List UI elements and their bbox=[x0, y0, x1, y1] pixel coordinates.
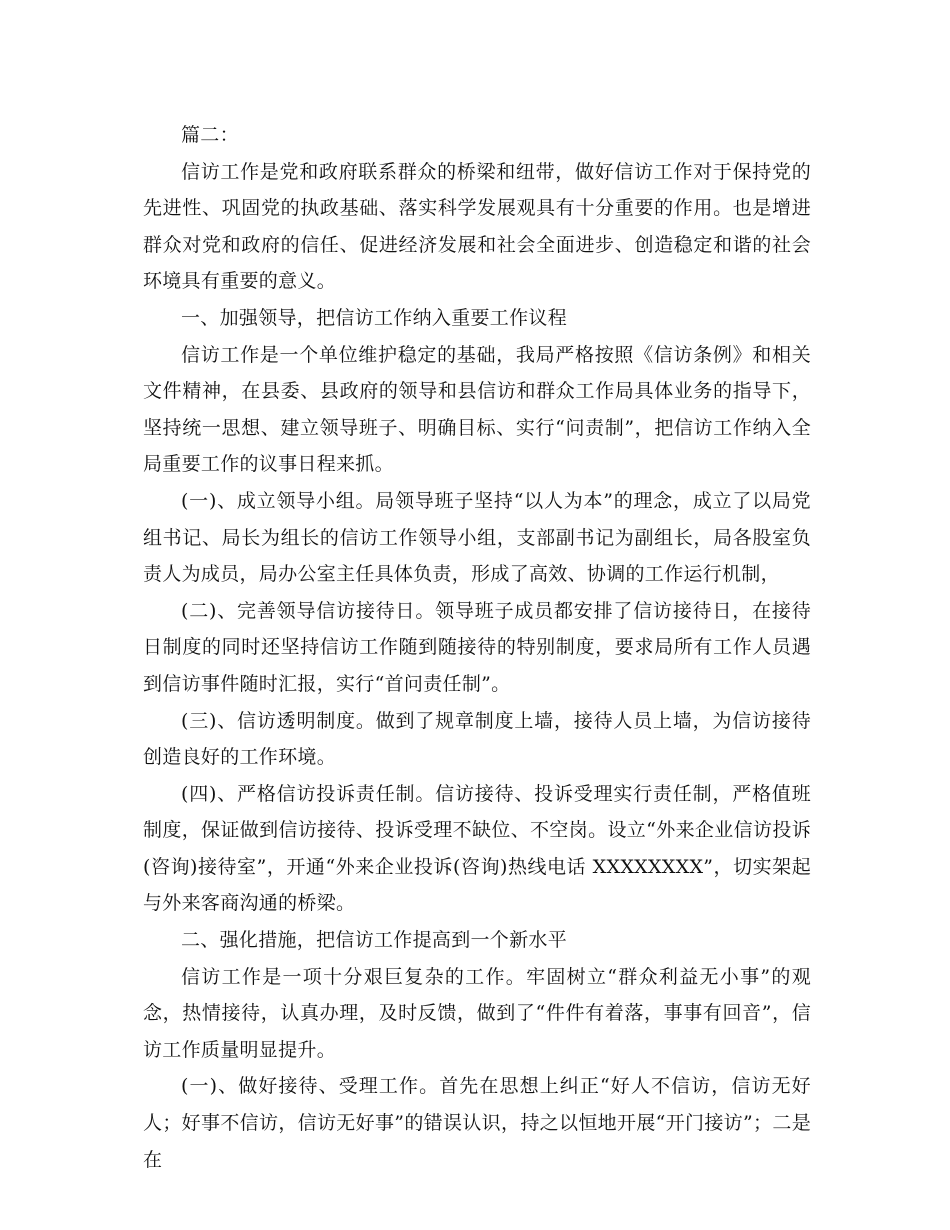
item-paragraph-3: (三)、信访透明制度。做到了规章制度上墙，接待人员上墙，为信访接待创造良好的工作环境。 bbox=[143, 709, 811, 769]
heading-one: 一、加强领导，把信访工作纳入重要工作议程 bbox=[181, 306, 568, 329]
document-body bbox=[143, 117, 811, 1178]
section-title-part-two: 篇二： bbox=[181, 124, 239, 146]
heading-two: 二、强化措施，把信访工作提高到一个新水平 bbox=[181, 929, 568, 952]
item-paragraph-2: (二)、完善领导信访接待日。领导班子成员都安排了信访接待日，在接待日制度的同时还坚持信访工作随到随接待的特别制度，要求局所有工作人员遇到信访事件随时汇报，实行“首问责任制”。 bbox=[143, 599, 811, 695]
item-paragraph-5: (一)、做好接待、受理工作。首先在思想上纠正“好人不信访，信访无好人；好事不信访，信访无好事”的错误认识，持之以恒地开展“开门接访”；二是在 bbox=[143, 1075, 811, 1171]
body-paragraph: 信访工作是一项十分艰巨复杂的工作。牢固树立“群众利益无小事”的观念，热情接待，认真办理，及时反馈，做到了“件件有着落，事事有回音”，信访工作质量明显提升。 bbox=[143, 965, 811, 1061]
body-paragraph: 信访工作是一个单位维护稳定的基础，我局严格按照《信访条例》和相关文件精神，在县委、县政府的领导和县信访和群众工作局具体业务的指导下，坚持统一思想、建立领导班子、明确目标、实行“问责制”，把信访工作纳入全局重要工作的议事日程来抓。 bbox=[143, 343, 811, 476]
intro-paragraph: 信访工作是党和政府联系群众的桥梁和纽带，做好信访工作对于保持党的先进性、巩固党的执政基础、落实科学发展观具有十分重要的作用。也是增进群众对党和政府的信任、促进经济发展和社会全面进步、创造稳定和谐的社会环境具有重要的意义。 bbox=[143, 160, 811, 293]
item-paragraph-4: (四)、严格信访投诉责任制。信访接待、投诉受理实行责任制，严格值班制度，保证做到信访接待、投诉受理不缺位、不空岗。设立“外来企业信访投诉(咨询)接待室”，开通“外来企业投诉(咨询)热线电话 XXXXXXXX”，切实架起与外来客商沟通的桥梁。 bbox=[143, 782, 811, 915]
item-paragraph-1: (一)、成立领导小组。局领导班子坚持“以人为本”的理念，成立了以局党组书记、局长为组长的信访工作领导小组，支部副书记为副组长，局各股室负责人为成员，局办公室主任具体负责，形成了高效、协调的工作运行机制， bbox=[143, 489, 811, 586]
